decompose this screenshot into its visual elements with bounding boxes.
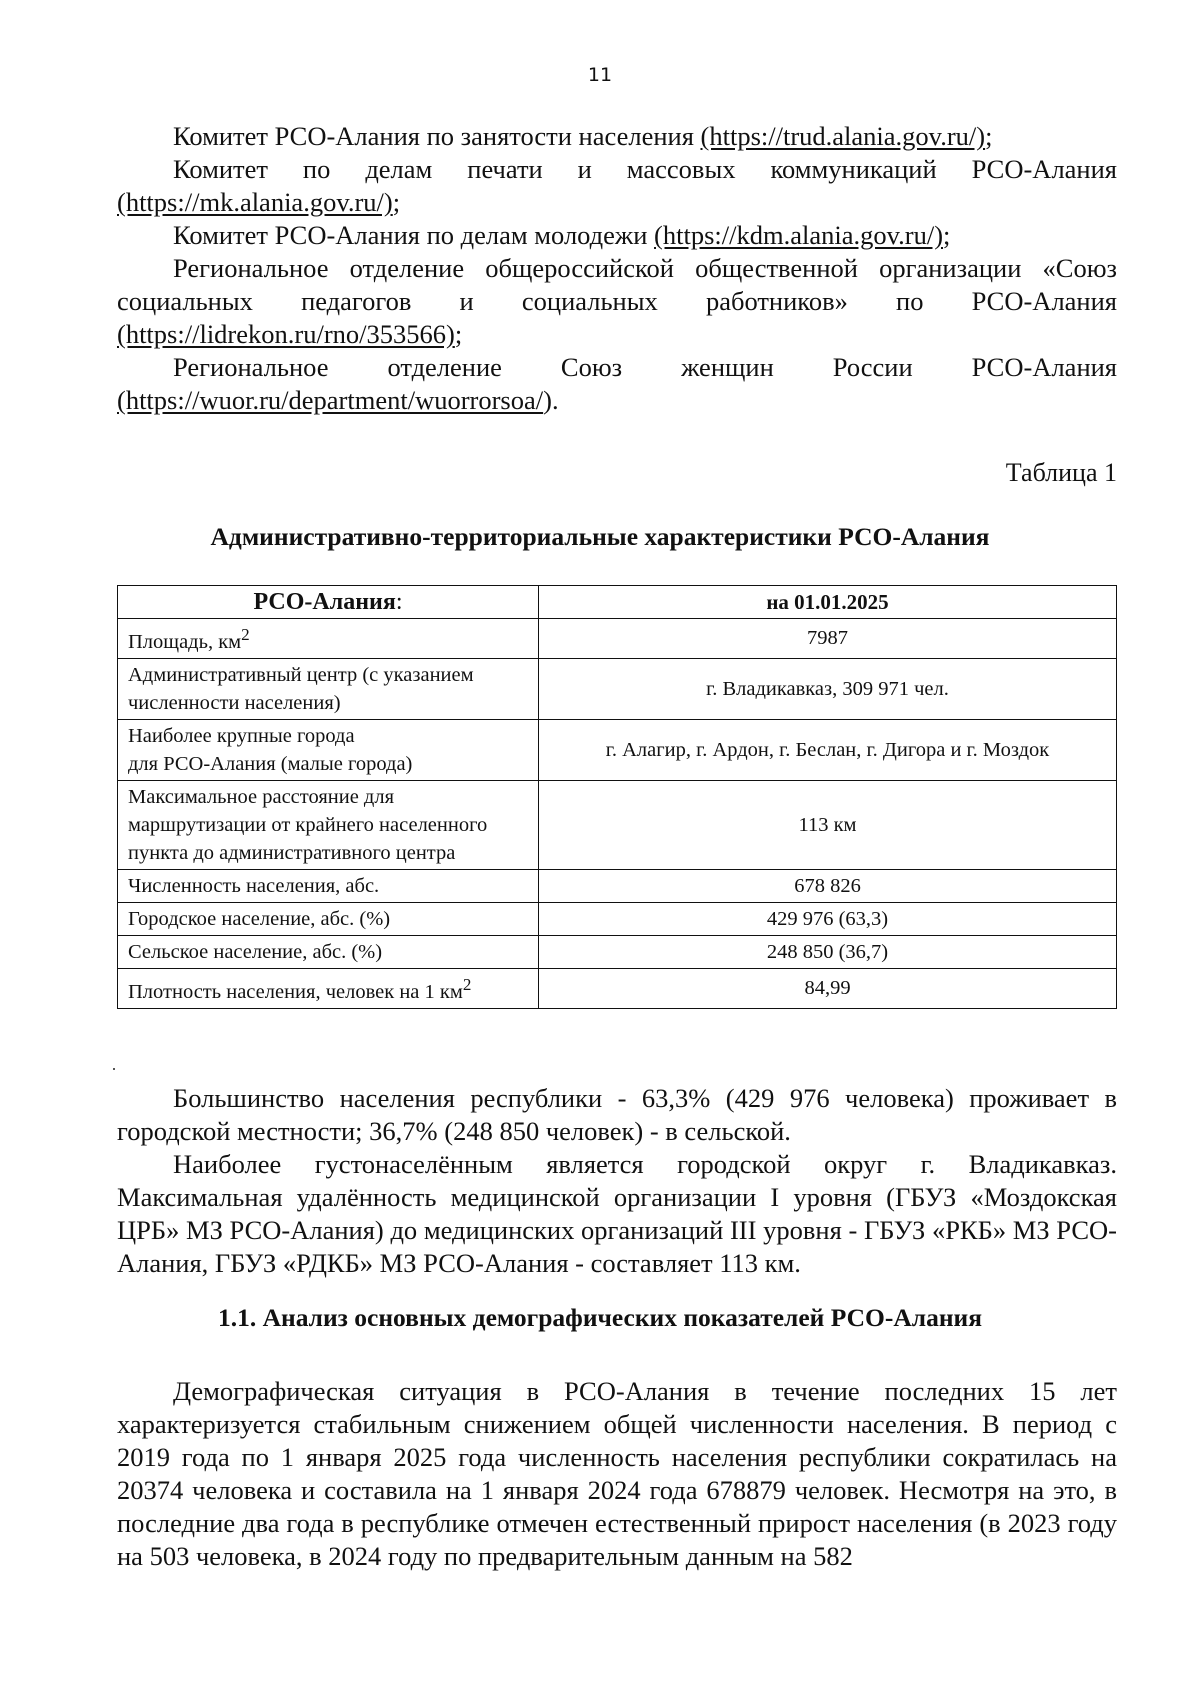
row-label: Площадь, $км^2$ xyxy=(118,619,539,659)
stray-mark xyxy=(113,1068,115,1070)
table-row xyxy=(118,968,1117,1008)
link-lidrekon[interactable]: (https://lidrekon.ru/rno/353566) xyxy=(117,319,455,349)
row-value: 113 км xyxy=(539,780,1117,869)
header-region: РСО-Алания: xyxy=(118,586,539,619)
link-trud[interactable]: (https://trud.alania.gov.ru/) xyxy=(700,121,986,151)
table-row xyxy=(118,619,1117,659)
table-row xyxy=(118,658,1117,719)
table-caption: Таблица 1 xyxy=(1005,458,1117,487)
row-label: Сельское население, абс. (%) xyxy=(118,935,539,968)
row-value: г. Алагир, г. Ардон, г. Беслан, г. Дигора и г. Моздок xyxy=(539,719,1117,780)
table-title: Административно-территориальные характеристики РСО-Алания xyxy=(210,522,990,551)
org-item-social-workers: Региональное отделение общероссийской общественной организации «Союз социальных педагогов и социальных работников» по РСО-Алания (https://lidrekon.ru/rno/353566); xyxy=(117,253,1117,349)
row-value: 84,99 xyxy=(539,968,1117,1008)
row-label: Городское население, абс. (%) xyxy=(118,902,539,935)
row-label: Наиболее крупные города для РСО-Алания (малые города) xyxy=(118,719,539,780)
header-date: на 01.01.2025 xyxy=(539,586,1117,619)
page-number: 11 xyxy=(587,64,613,86)
row-value: 248 850 (36,7) xyxy=(539,935,1117,968)
paragraph-demography: Демографическая ситуация в РСО-Алания в течение последних 15 лет характеризуется стабильным снижением общей численности населения. В период с 2019 года по 1 января 2025 года численность населения республики сократилась на 20374 человека и составила на 1 января 2024 года 678879 человек. Несмотря на это, в последние два года в республике отмечен естественный прирост населения (в 2023 году на 503 человека, в 2024 году по предварительным данным на 582 xyxy=(117,1376,1117,1571)
org-item-press: Комитет по делам печати и массовых коммуникаций РСО-Алания (https://mk.alania.gov.ru/); xyxy=(117,154,1117,217)
demography-paragraph-block xyxy=(117,1375,1117,1573)
table-row xyxy=(118,719,1117,780)
org-item-employment: Комитет РСО-Алания по занятости населения (https://trud.alania.gov.ru/); xyxy=(173,121,993,151)
section-heading: 1.1. Анализ основных демографических показателей РСО-Алания xyxy=(217,1303,983,1332)
org-item-youth: Комитет РСО-Алания по делам молодежи (https://kdm.alania.gov.ru/); xyxy=(173,220,951,250)
row-value: 429 976 (63,3) xyxy=(539,902,1117,935)
row-value: 678 826 xyxy=(539,869,1117,902)
paragraph-urban-share: Большинство населения республики - 63,3% (429 976 человека) проживает в городской местности; 36,7% (248 850 человек) - в сельской. xyxy=(117,1083,1117,1146)
table-row xyxy=(118,780,1117,869)
row-label: Административный центр (с указанием численности населения) xyxy=(118,658,539,719)
organization-list xyxy=(117,120,1117,417)
row-label: Плотность населения, человек на 1 $км^2$ xyxy=(118,968,539,1008)
population-paragraphs xyxy=(117,1082,1117,1280)
row-label: Максимальное расстояние для маршрутизации от крайнего населенного пункта до административного центра xyxy=(118,780,539,869)
row-label: Численность населения, абс. xyxy=(118,869,539,902)
link-wuor[interactable]: (https://wuor.ru/department/wuorrorsoa/ xyxy=(117,385,544,415)
table-row xyxy=(118,935,1117,968)
table-row xyxy=(118,869,1117,902)
link-mk[interactable]: (https://mk.alania.gov.ru/) xyxy=(117,187,393,217)
link-kdm[interactable]: (https://kdm.alania.gov.ru/) xyxy=(654,220,944,250)
paragraph-distance: Наиболее густонаселённым является городской округ г. Владикавказ. Максимальная удалённость медицинской организации I уровня (ГБУЗ «Моздокская ЦРБ» МЗ РСО-Алания) до медицинских организаций III уровня - ГБУЗ «РКБ» МЗ РСО-Алания, ГБУЗ «РДКБ» МЗ РСО-Алания - составляет 113 км. xyxy=(117,1149,1117,1278)
table-row xyxy=(118,902,1117,935)
row-value: 7987 xyxy=(539,619,1117,659)
org-item-women-union: Региональное отделение Союз женщин России РСО-Алания (https://wuor.ru/department/wuorrorsoa/). xyxy=(117,352,1117,415)
table-header-row xyxy=(118,586,1117,619)
row-value: г. Владикавказ, 309 971 чел. xyxy=(539,658,1117,719)
characteristics-table xyxy=(117,585,1117,1009)
